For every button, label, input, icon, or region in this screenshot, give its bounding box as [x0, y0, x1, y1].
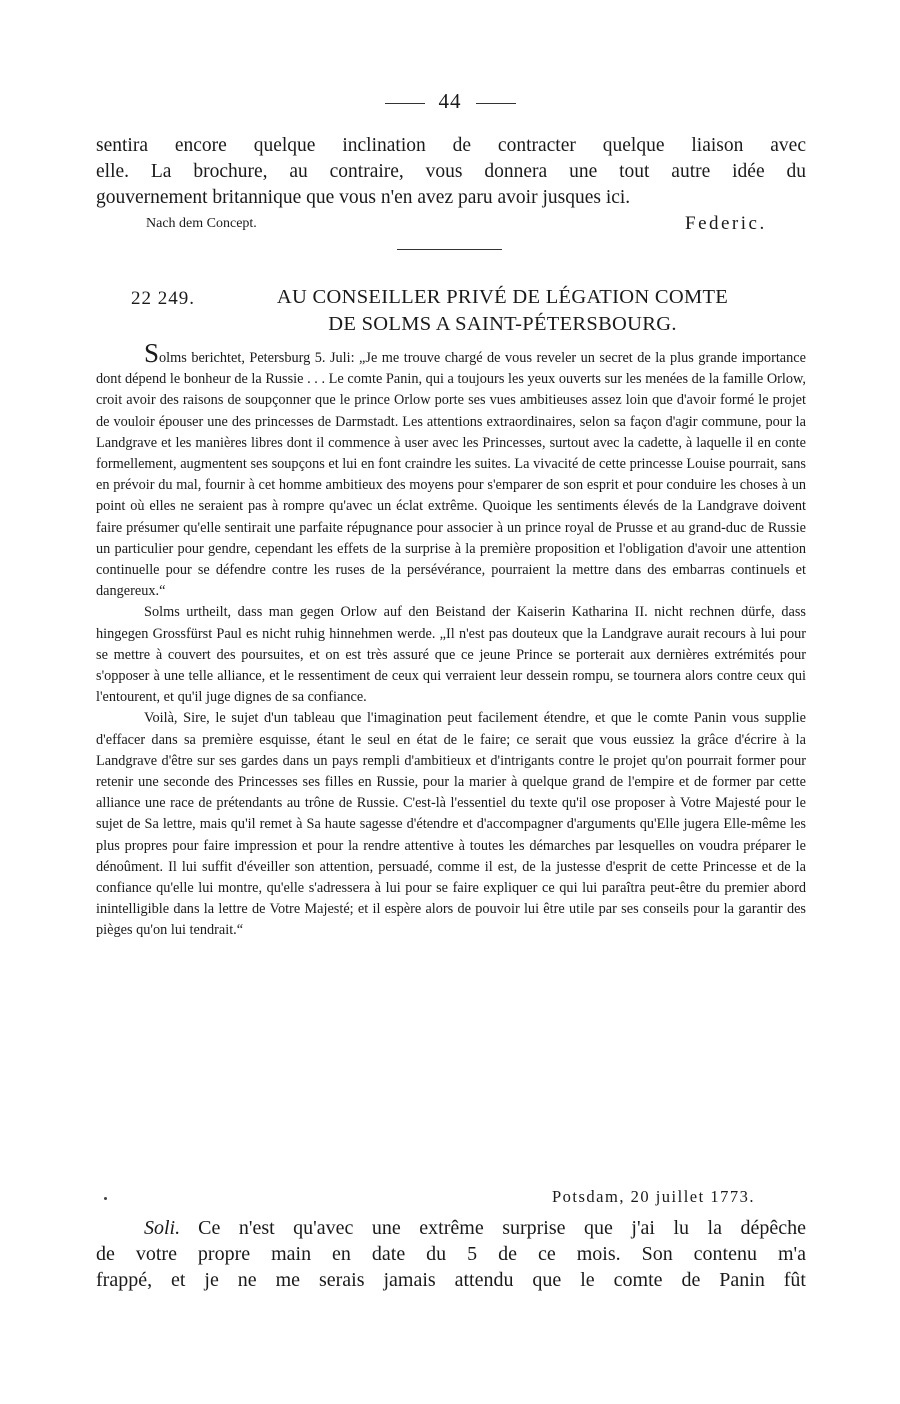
- dateline: Potsdam, 20 juillet 1773.: [552, 1187, 755, 1206]
- summary-paragraph-1: [96, 338, 806, 602]
- source-note: Nach dem Concept.: [146, 216, 257, 231]
- letter-body: [96, 1215, 806, 1293]
- header-dash-left: [385, 103, 425, 104]
- summary-text: [96, 338, 806, 942]
- page-number-header: [0, 89, 900, 114]
- salutation: Soli.: [144, 1217, 181, 1239]
- opening-line-2: elle. La brochure, au contraire, vous donnera une tout autre idée du: [96, 161, 806, 182]
- title-line-2: DE SOLMS A SAINT-PÉTERSBOURG.: [328, 313, 677, 335]
- signature: Federic.: [685, 213, 767, 234]
- opening-line-3: gouvernement britannique que vous n'en avez paru avoir jusques ici.: [96, 187, 631, 208]
- header-dash-right: [476, 103, 516, 104]
- summary-paragraph-3: Voilà, Sire, le sujet d'un tableau que l'imagination peut facilement étendre, et que le comte Panin vous supplie d'effacer dans sa première esquisse, étant le seul en état de le faire; ce serait que vous eussiez la grâce d'écrire à la Landgrave d'être sur ses gardes dans un pays rempli d'ambitieux et d'intrigants contre le projet qu'on pourrait former pour retenir une seconde des Princesses ses filles en Russie, pour la marier à quelque grand de l'empire et de former par cette alliance une race de prétendants au trône de Russie. C'est-là l'essentiel du texte qu'il ose proposer à Votre Majesté pour le sujet de Sa lettre, mais qu'il remet à Sa haute sagesse d'étendre et d'accompagner d'arguments qu'Elle jugera Elle-même les plus propres pour faire impression et pour la rendre attentive à toutes les démarches par lesquelles on voudra préparer le dénoûment. Il lui suffit d'éveiller son attention, persuadé, comme il est, de la justesse d'esprit de cette Princesse et de la confiance qu'elle lui montre, qu'elle s'adressera à lui pour se faire expliquer ce qui lui paraîtra peut-être du premier abord inintelligible dans la lettre de Votre Majesté; et il espère alors de pouvoir lui être utile par ses conseils pour la garantir des pièges qu'on lui tendrait.“: [96, 710, 806, 939]
- letter-line-2: de votre propre main en date du 5 de ce mois. Son contenu m'a: [96, 1243, 806, 1265]
- summary-paragraph-1-text: olms berichtet, Petersburg 5. Juli: „Je me trouve chargé de vous reveler un secret de la plus grande importance dont dépend le bonheur de la Russie . . . Le comte Panin, qui a toujours les yeux ouverts sur les menées de la famille Orlow, croit avoir des raisons de soupçonner que le prince Orlow porte ses vues ambitieuses assez loin que d'avoir formé le projet de vouloir épouser une des princesses de Darmstadt. Les attentions extraordinaires, selon sa façon d'agir commune, pour la Landgrave et les manières libres dont il commence à user avec les Princesses, surtout avec la cadette, à laquelle il en conte formellement, augmentent ses soupçons et lui en font craindre les suites. La vivacité de cette princesse Louise pourrait, sans en prévoir du mal, fournir à cet homme ambitieux des moyens pour s'emparer de son esprit et pour conduire les choses à un point où elles ne seraient pas à rompre qu'avec un éclat extrême. Quoique les sentiments élevés de la Landgrave doivent faire présumer qu'elle sentirait une parfaite répugnance pour associer à un prince royal de Prusse et au grand-duc de Russie un particulier pour gendre, cependant les effets de la surprise à la première proposition et l'obligation d'avoir une attention continuelle pour se défendre contre les ruses de la persévérance, pourraient la mettre dans des embarras continuels et dangereux.“: [96, 350, 806, 600]
- document-title: [220, 284, 785, 338]
- document-number: 22 249.: [131, 288, 195, 309]
- summary-paragraph-2: Solms urtheilt, dass man gegen Orlow auf den Beistand der Kaiserin Katharina II. nicht rechnen dürfe, dass hingegen Grossfürst Paul es nicht ruhig hinnehmen werde. „Il n'est pas douteux que la Landgrave aurait recours à lui pour se mettre à couvert des poursuites, et on est très assuré que ce jeune Prince se porterait aux dernières extrémités pour s'opposer à une telle alliance, et le ressentiment de ceux qui verraient leur dessein rompu, se tournera alors contre ceux qui l'entourent, et qu'il juge dignes de sa confiance.: [96, 604, 806, 706]
- margin-mark: [104, 1197, 107, 1200]
- title-line-1: AU CONSEILLER PRIVÉ DE LÉGATION COMTE: [276, 286, 729, 308]
- page-number: 44: [438, 89, 462, 113]
- initial-letter: S: [144, 338, 160, 368]
- letter-line-1-text: Ce n'est qu'avec une extrême surprise que j'ai lu la dépêche: [198, 1217, 806, 1239]
- letter-line-1: [96, 1215, 806, 1241]
- opening-line-1: sentira encore quelque inclination de contracter quelque liaison avec: [96, 135, 806, 156]
- letter-line-3: frappé, et je ne me serais jamais attendu que le comte de Panin fût: [96, 1269, 806, 1291]
- opening-paragraph: [96, 133, 806, 211]
- section-divider: [397, 249, 502, 250]
